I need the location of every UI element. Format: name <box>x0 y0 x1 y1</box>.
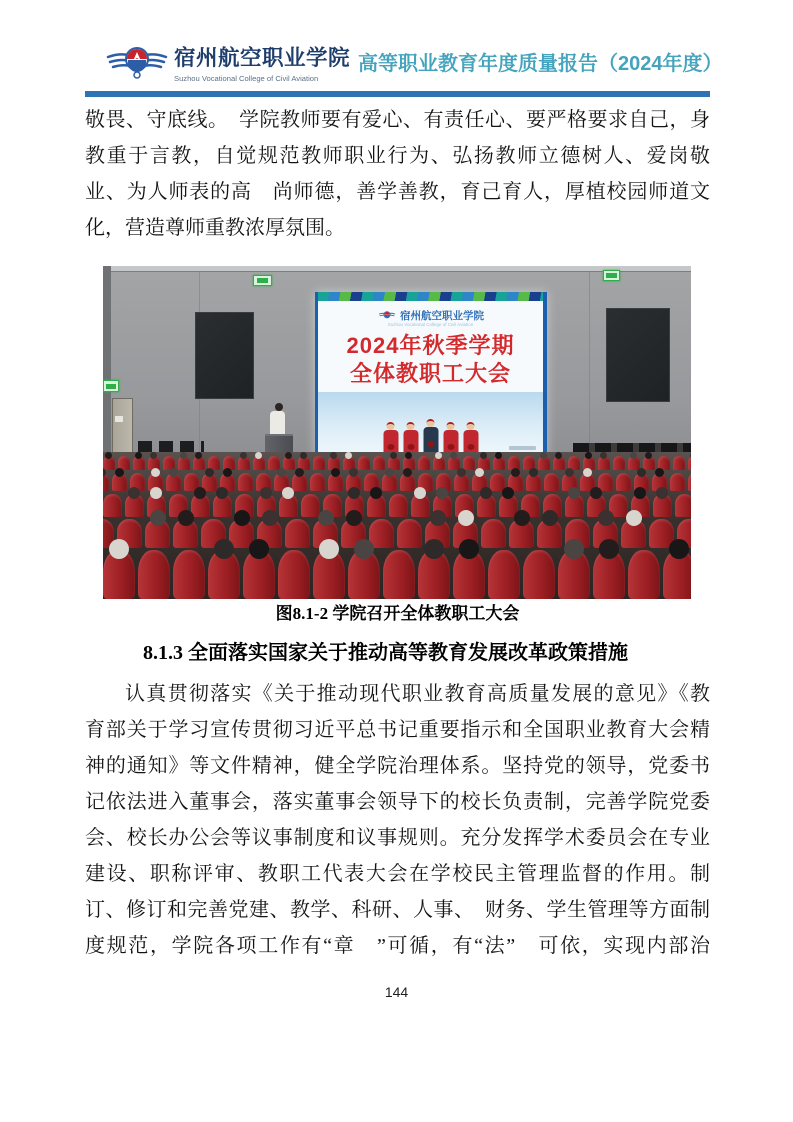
page-number: 144 <box>384 984 409 1000</box>
body-line: 度规范，学院各项工作有“章 ”可循，有“法” 可依，实现内部治 <box>85 935 710 957</box>
body-line: 记依法进入董事会，落实董事会领导下的校长负责制，完善学院党委 <box>85 791 710 813</box>
paragraph-1 <box>85 102 710 246</box>
college-name-cn: 宿州航空职业学院 <box>174 46 351 70</box>
body-line: 教重于言教，自觉规范教师职业行为、弘扬教师立德树人、爱岗敬 <box>85 145 710 167</box>
auditorium-photo <box>103 266 691 599</box>
paragraph-2 <box>85 676 710 964</box>
slide-college-name: 宿州航空职业学院 <box>400 309 484 322</box>
header-divider <box>85 91 710 97</box>
body-line: 会、校长办公会等议事制度和议事规则。充分发挥学术委员会在专业 <box>85 827 710 849</box>
college-name-en: Suzhou Vocational College of Civil Aviation <box>174 74 319 83</box>
body-line: 神的通知》等文件精神，健全学院治理体系。坚持党的领导，党委书 <box>85 755 710 777</box>
section-heading: 8.1.3 全面落实国家关于推动高等教育发展改革政策措施 <box>143 642 628 664</box>
slide-title-line1: 2024年秋季学期 <box>346 333 515 358</box>
slide-title-line2: 全体教职工大会 <box>349 361 511 386</box>
college-logo-icon <box>106 38 168 88</box>
body-line: 建设、职称评审、教职工代表大会在学校民主管理监督的作用。制 <box>85 863 710 885</box>
body-line: 敬畏、守底线。 学院教师要有爱心、有责任心、要严格要求自己，身 <box>85 109 710 131</box>
audience-seats <box>103 266 691 599</box>
body-line: 化，营造尊师重教浓厚氛围。 <box>85 217 345 239</box>
body-line: 育部关于学习宣传贯彻习近平总书记重要指示和全国职业教育大会精 <box>85 719 710 741</box>
body-line: 订、修订和完善党建、教学、科研、人事、 财务、学生管理等方面制 <box>85 899 710 921</box>
report-title: 高等职业教育年度质量报告（2024年度） <box>358 53 723 75</box>
slide-college-name-en: Suzhou Vocational College of Civil Aviation <box>387 322 474 327</box>
body-line: 认真贯彻落实《关于推动现代职业教育高质量发展的意见》《教 <box>125 683 710 705</box>
figure-caption: 图8.1-2 学院召开全体教职工大会 <box>275 604 520 623</box>
college-name-block <box>174 41 364 83</box>
body-line: 业、为人师表的高 尚师德，善学善教，育己育人，厚植校园师道文 <box>85 181 710 203</box>
